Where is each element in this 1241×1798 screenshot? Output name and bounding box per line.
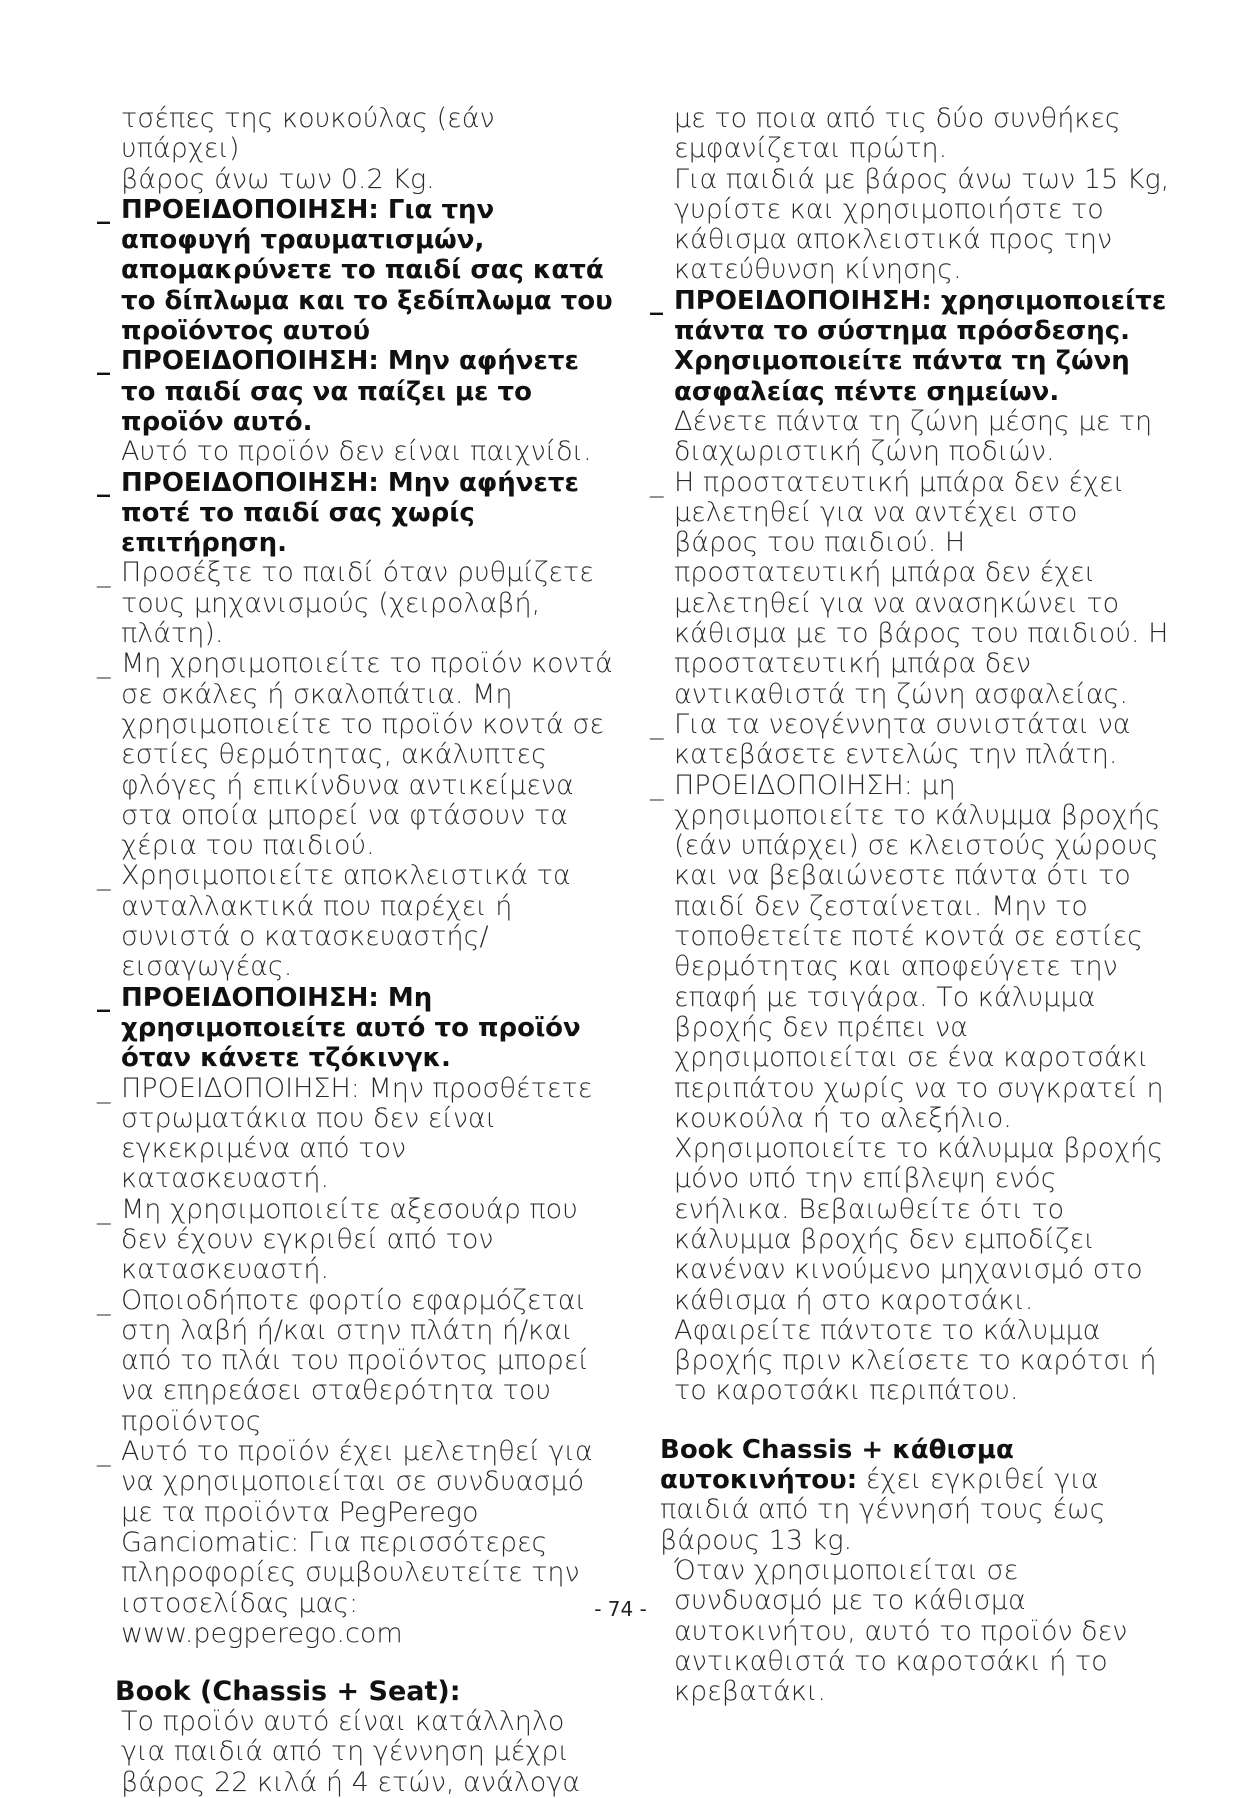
item-text: Μη χρησιμοποιείτε το προϊόν κοντά σε σκάλες ή σκαλοπάτια. Μη χρησιμοποιείτε το προϊόν κοντά σε εστίες θερμότητας, ακάλυπτες φλόγες ή επικίνδυνα αντικείμενα στα οποία μπορεί να φτάσουν τα χέρια του παιδιού.	[121, 648, 613, 862]
list-item	[97, 861, 617, 982]
item-text: Χρησιμοποιείτε αποκλειστικά τα ανταλλακτικά που παρέχει ή συνιστά ο κατασκευαστής/ εισαγωγέας.	[121, 860, 571, 983]
section-text: Το προϊόν αυτό είναι κατάλληλο για παιδιά από τη γέννηση μέχρι βάρος 22 κιλά ή 4 ετών, ανάλογα	[121, 1706, 581, 1798]
warning-item	[97, 983, 617, 1074]
bullet-dash: _	[97, 467, 110, 498]
item-text: Μη χρησιμοποιείτε αξεσουάρ που δεν έχουν εγκριθεί από τον κατασκευαστή.	[121, 1193, 578, 1286]
item-text: ΠΡΟΕΙΔΟΠΟΙΗΣΗ: μη χρησιμοποιείτε το κάλυμμα βροχής (εάν υπάρχει) σε κλειστούς χώρους και να βεβαιώνεστε πάντα ότι το παιδί δεν ζεσταίνεται. Μην το τοποθετείτε ποτέ κοντά σε εστίες θερμότητας και αποφεύγετε την επαφή με τσιγάρα. Το κάλυμμα βροχής δεν πρέπει να χρησιμοποιείται σε ένα καροτσάκι περιπάτου χωρίς να το συγκρατεί η κουκούλα ή το αλεξήλιο. Χρησιμοποιείτε το κάλυμμα βροχής μόνο υπό την επίβλεψη ενός ενήλικα. Βεβαιωθείτε ότι το κάλυμμα βροχής δεν εμποδίζει κανέναν κινούμενο μηχανισμό στο κάθισμα ή στο καροτσάκι. Αφαιρείτε πάντοτε το κάλυμμα βροχής πριν κλείσετε το καρότσι ή το καροτσάκι περιπάτου.	[674, 769, 1164, 1407]
list-item	[650, 771, 1170, 1407]
list-item	[97, 1074, 617, 1195]
bullet-dash: _	[97, 557, 111, 589]
bullet-dash: _	[650, 769, 664, 801]
bullet-dash: _	[97, 1072, 111, 1104]
list-item	[650, 468, 1170, 710]
warning-item	[97, 195, 617, 346]
section-heading: Book Chassis + κάθισμα αυτοκινήτου:	[660, 1434, 1014, 1496]
bullet-dash: _	[650, 466, 664, 498]
bullet-dash: _	[97, 982, 110, 1013]
page-number: - 74 -	[594, 1597, 647, 1621]
warning-item	[650, 286, 1170, 407]
warning-text: ΠΡΟΕΙΔΟΠΟΙΗΣΗ: χρησιμοποιείτε πάντα το σύστημα πρόσδεσης. Χρησιμοποιείτε πάντα τη ζώνη ασφαλείας πέντε σημείων.	[674, 285, 1167, 407]
list-item	[650, 710, 1170, 771]
item-text: Αυτό το προϊόν έχει μελετηθεί για να χρησιμοποιείται σε συνδυασμό με τα προϊόντα PegPerego Ganciomatic: Για περισσότερες πληροφορίες συμβουλευτείτε την ιστοσελίδας μας: www.pegperego.com	[121, 1436, 593, 1649]
paragraph: Όταν χρησιμοποιείται σε συνδυασμό με το κάθισμα αυτοκινήτου, αυτό το προϊόν δεν αντικαθιστά το καροτσάκι ή το κρεβατάκι.	[674, 1554, 1128, 1708]
item-text: Η προστατευτική μπάρα δεν έχει μελετηθεί για να αντέχει στο βάρος του παιδιού. Η προστατευτική μπάρα δεν έχει μελετηθεί για να ανασηκώνει το κάθισμα με το βάρος του παιδιού. Η προστατευτική μπάρα δεν αντικαθιστά τη ζώνη ασφαλείας.	[674, 466, 1169, 710]
bullet-dash: _	[97, 1436, 111, 1468]
bullet-dash: _	[97, 1284, 111, 1316]
left-column	[97, 104, 617, 1798]
list-item	[97, 1195, 617, 1286]
continued-paragraph	[97, 104, 617, 195]
section-paragraph	[650, 1435, 1170, 1556]
warning-text: ΠΡΟΕΙΔΟΠΟΙΗΣΗ: Μη χρησιμοποιείτε αυτό το προϊόν όταν κάνετε τζόκινγκ.	[121, 982, 581, 1074]
text-line: βάρος άνω των 0.2 Kg.	[121, 163, 435, 195]
warning-text: ΠΡΟΕΙΔΟΠΟΙΗΣΗ: Μην αφήνετε ποτέ το παιδί σας χωρίς επιτήρηση.	[121, 467, 579, 559]
plain-line: Δένετε πάντα τη ζώνη μέσης με τη διαχωριστική ζώνη ποδιών.	[674, 405, 1153, 468]
item-text: Για τα νεογέννητα συνιστάται να κατεβάσετε εντελώς την πλάτη.	[674, 708, 1131, 771]
warning-text: ΠΡΟΕΙΔΟΠΟΙΗΣΗ: Μην αφήνετε το παιδί σας να παίζει με το προϊόν αυτό.	[121, 346, 579, 437]
paragraph: Για παιδιά με βάρος άνω των 15 Kg, γυρίστε και χρησιμοποιήστε το κάθισμα αποκλειστικά προς την κατεύθυνση κίνησης.	[674, 163, 1170, 286]
item-text: Οποιοδήποτε φορτίο εφαρμόζεται στη λαβή ή/και στην πλάτη ή/και από το πλάι του προϊόντος μπορεί να επηρεάσει σταθερότητα του προϊόντος	[121, 1284, 589, 1437]
right-column	[650, 104, 1170, 1707]
bullet-dash: _	[97, 648, 111, 680]
bullet-dash: _	[650, 708, 664, 740]
bullet-dash: _	[97, 1193, 111, 1225]
warning-item	[97, 346, 617, 437]
section-heading: Book (Chassis + Seat):	[115, 1676, 461, 1708]
list-item	[97, 649, 617, 861]
item-text: Προσέξτε το παιδί όταν ρυθμίζετε τους μηχανισμούς (χειρολαβή, πλάτη).	[121, 557, 594, 650]
bullet-dash: _	[650, 285, 663, 316]
bullet-dash: _	[97, 346, 110, 377]
plain-line: Αυτό το προϊόν δεν είναι παιχνίδι.	[121, 436, 592, 468]
list-item	[97, 1286, 617, 1437]
bullet-dash: _	[97, 860, 111, 892]
warning-text: ΠΡΟΕΙΔΟΠΟΙΗΣΗ: Για την αποφυγή τραυματισμών, απομακρύνετε το παιδί σας κατά το δίπλωμα και το ξεδίπλωμα του προϊόντος αυτού	[121, 194, 613, 347]
item-text: ΠΡΟΕΙΔΟΠΟΙΗΣΗ: Μην προσθέτετε στρωματάκια που δεν είναι εγκεκριμένα από τον κατασκευαστή.	[121, 1072, 593, 1195]
list-item	[97, 558, 617, 649]
bullet-dash: _	[97, 194, 110, 225]
warning-item	[97, 468, 617, 559]
section-text: έχει εγκριθεί για παιδιά από τη γέννησή τους έως βάρους 13 kg.	[660, 1464, 1106, 1556]
section-gap	[97, 1649, 617, 1677]
continued-paragraph: με το ποια από τις δύο συνθήκες εμφανίζεται πρώτη.	[674, 103, 1121, 165]
section-gap	[650, 1407, 1170, 1435]
text-line: τσέπες της κουκούλας (εάν υπάρχει)	[121, 103, 495, 165]
